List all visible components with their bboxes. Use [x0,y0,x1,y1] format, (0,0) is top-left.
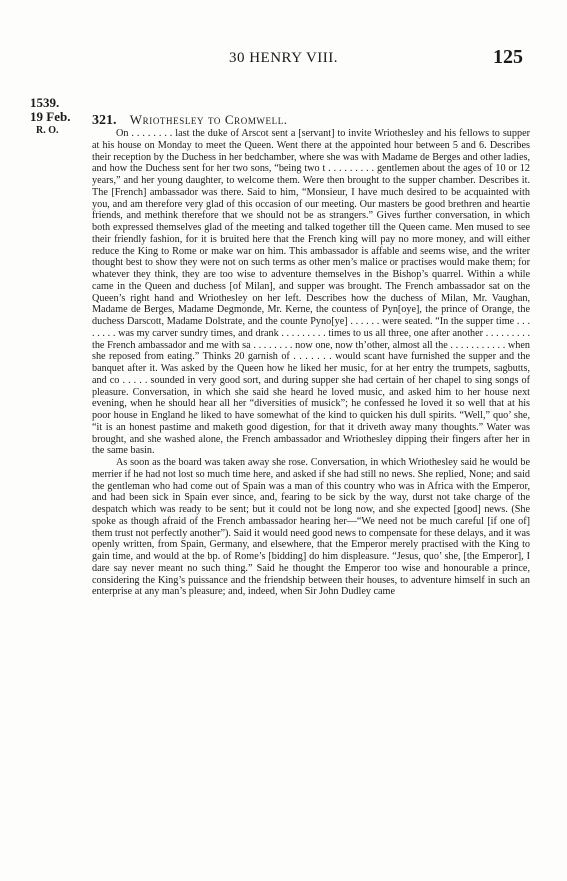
entry-title: Wriothesley to Cromwell. [129,112,288,127]
body-paragraph: As soon as the board was taken away she rose. Conversation, in which Wriothesley said he would be merrier if he had not lost so much time here, and asked if she had still no news. She replied, None; and said the gentleman who had come out of Spain was a man of this country who was in Africa with the Emperor, and had been sick in Spain ever since, and, fearing to be sick by the way, durst not take charge of the despatch which was ready to be sent; but it could not be long now, and she expected [good] news. (She spoke as though afraid of the French ambassador hearing her—“We need not be much careful [if one of] them trust not perfectly another”). Said it would need good news to compensate for these delays, and it was openly written, from Spain, Germany, and elsewhere, that the Emperor merely practised with the King to gain time, and would at the bp. of Rome’s [bidding] do him displeasure. “Jesus, quo’ she, [the Emperor], I dare say never meant no such thing.” Said he thought the Emperor too wise and honourable a prince, considering the King’s puissance and the friendship between their houses, to adventure himself in such an enterprise at any man’s pleasure; and, indeed, when Sir John Dudley came [92,457,530,598]
margin-date: 19 Feb. [30,109,71,124]
running-title: 30 HENRY VIII. [228,50,339,66]
margin-year: 1539. [30,95,60,110]
entry-heading [92,112,532,129]
entry-body [92,128,530,598]
page-header [0,48,567,70]
margin-notes [30,96,86,138]
page-number: 125 [493,46,523,68]
entry-number: 321. [92,113,117,128]
body-paragraph: On . . . . . . . . last the duke of Arscot sent a [servant] to invite Wriothesley and his fellows to supper at his house on Monday to meet the Queen. Went there at the appointed hour between 5 and 6. Describes their reception by the Duchess in her bedchamber, where she was with Madame de Berges and other ladies, and how the Duchess sent for her two sons, “being two t . . . . . . . . . gentlemen about the ages of 10 or 12 years,” and her young daughter, to welcome them. Were then brought to the supper chamber. Describes it. The [French] ambassador was there. Said to him, “Monsieur, I have much desired to be acquainted with you, and am therefore very glad of this occasion of our meeting. Our masters be good brethren and heartie friends, and methink therefore that we should not be as strangers.” Gives further conversation, in which both expressed themselves glad of the meeting and talked together till the Queen came. Men mused to see their friendly fashion, for it is bruited here that the French king will pay no more money, and will either reduce the King to Rome or make war on him. This ambassador is affable and seems wise, and the writer thought best to show they were not on such terms as other men’s malice or practises would make them; for whatever they think, they are too wise to adventure themselves in the Bishop’s quarrel. Within a while came in the Queen and duchess [of Milan], and supper was brought. The French ambassador sat on the Queen’s right hand and Wriothesley on her left. Describes how the duchess of Milan, Mr. Vaughan, Madame de Berges, Madame Degmonde, Mr. Kerne, the countess of Pyn[oye], the prince of Orange, the duchess Darscott, Madame Dolstrate, and the counte Pyno[ye] . . . . . . were seated. “In the supper time . . . . . . . . was my carver sundry times, and drank . . . . . . . . . times to us all three, one after another . . . . . . . . . the French ambassador and me with sa . . . . . . . . now one, now th’other, almost all the . . . . . . . . . . . when she reposed from eating.” Thinks 20 garnish of . . . . . . . would scant have furnished the supper and the banquet after it. Was asked by the Queen how he liked her music, for at her entry the trumpets, sagbutts, and co . . . . . sounded in very good sort, and during supper she had certain of her chapel to sing songs of pleasure. Conversation, in which she said she heard he loved music, and asked him to her house next evening, when he should hear all her “diversities of musick”; he confessed he loved it so well that at his poor house in England he liked to have somewhat of the kind to quicken his dull spirits. “Well,” quo’ she, “it is an honest pastime and maketh good digestion, for that it driveth away many thoughts.” Water was brought, and she washed alone, the French ambassador and Wriothesley dipping their fingers after her in the same basin. [92,128,530,457]
margin-source: R. O. [36,125,59,136]
